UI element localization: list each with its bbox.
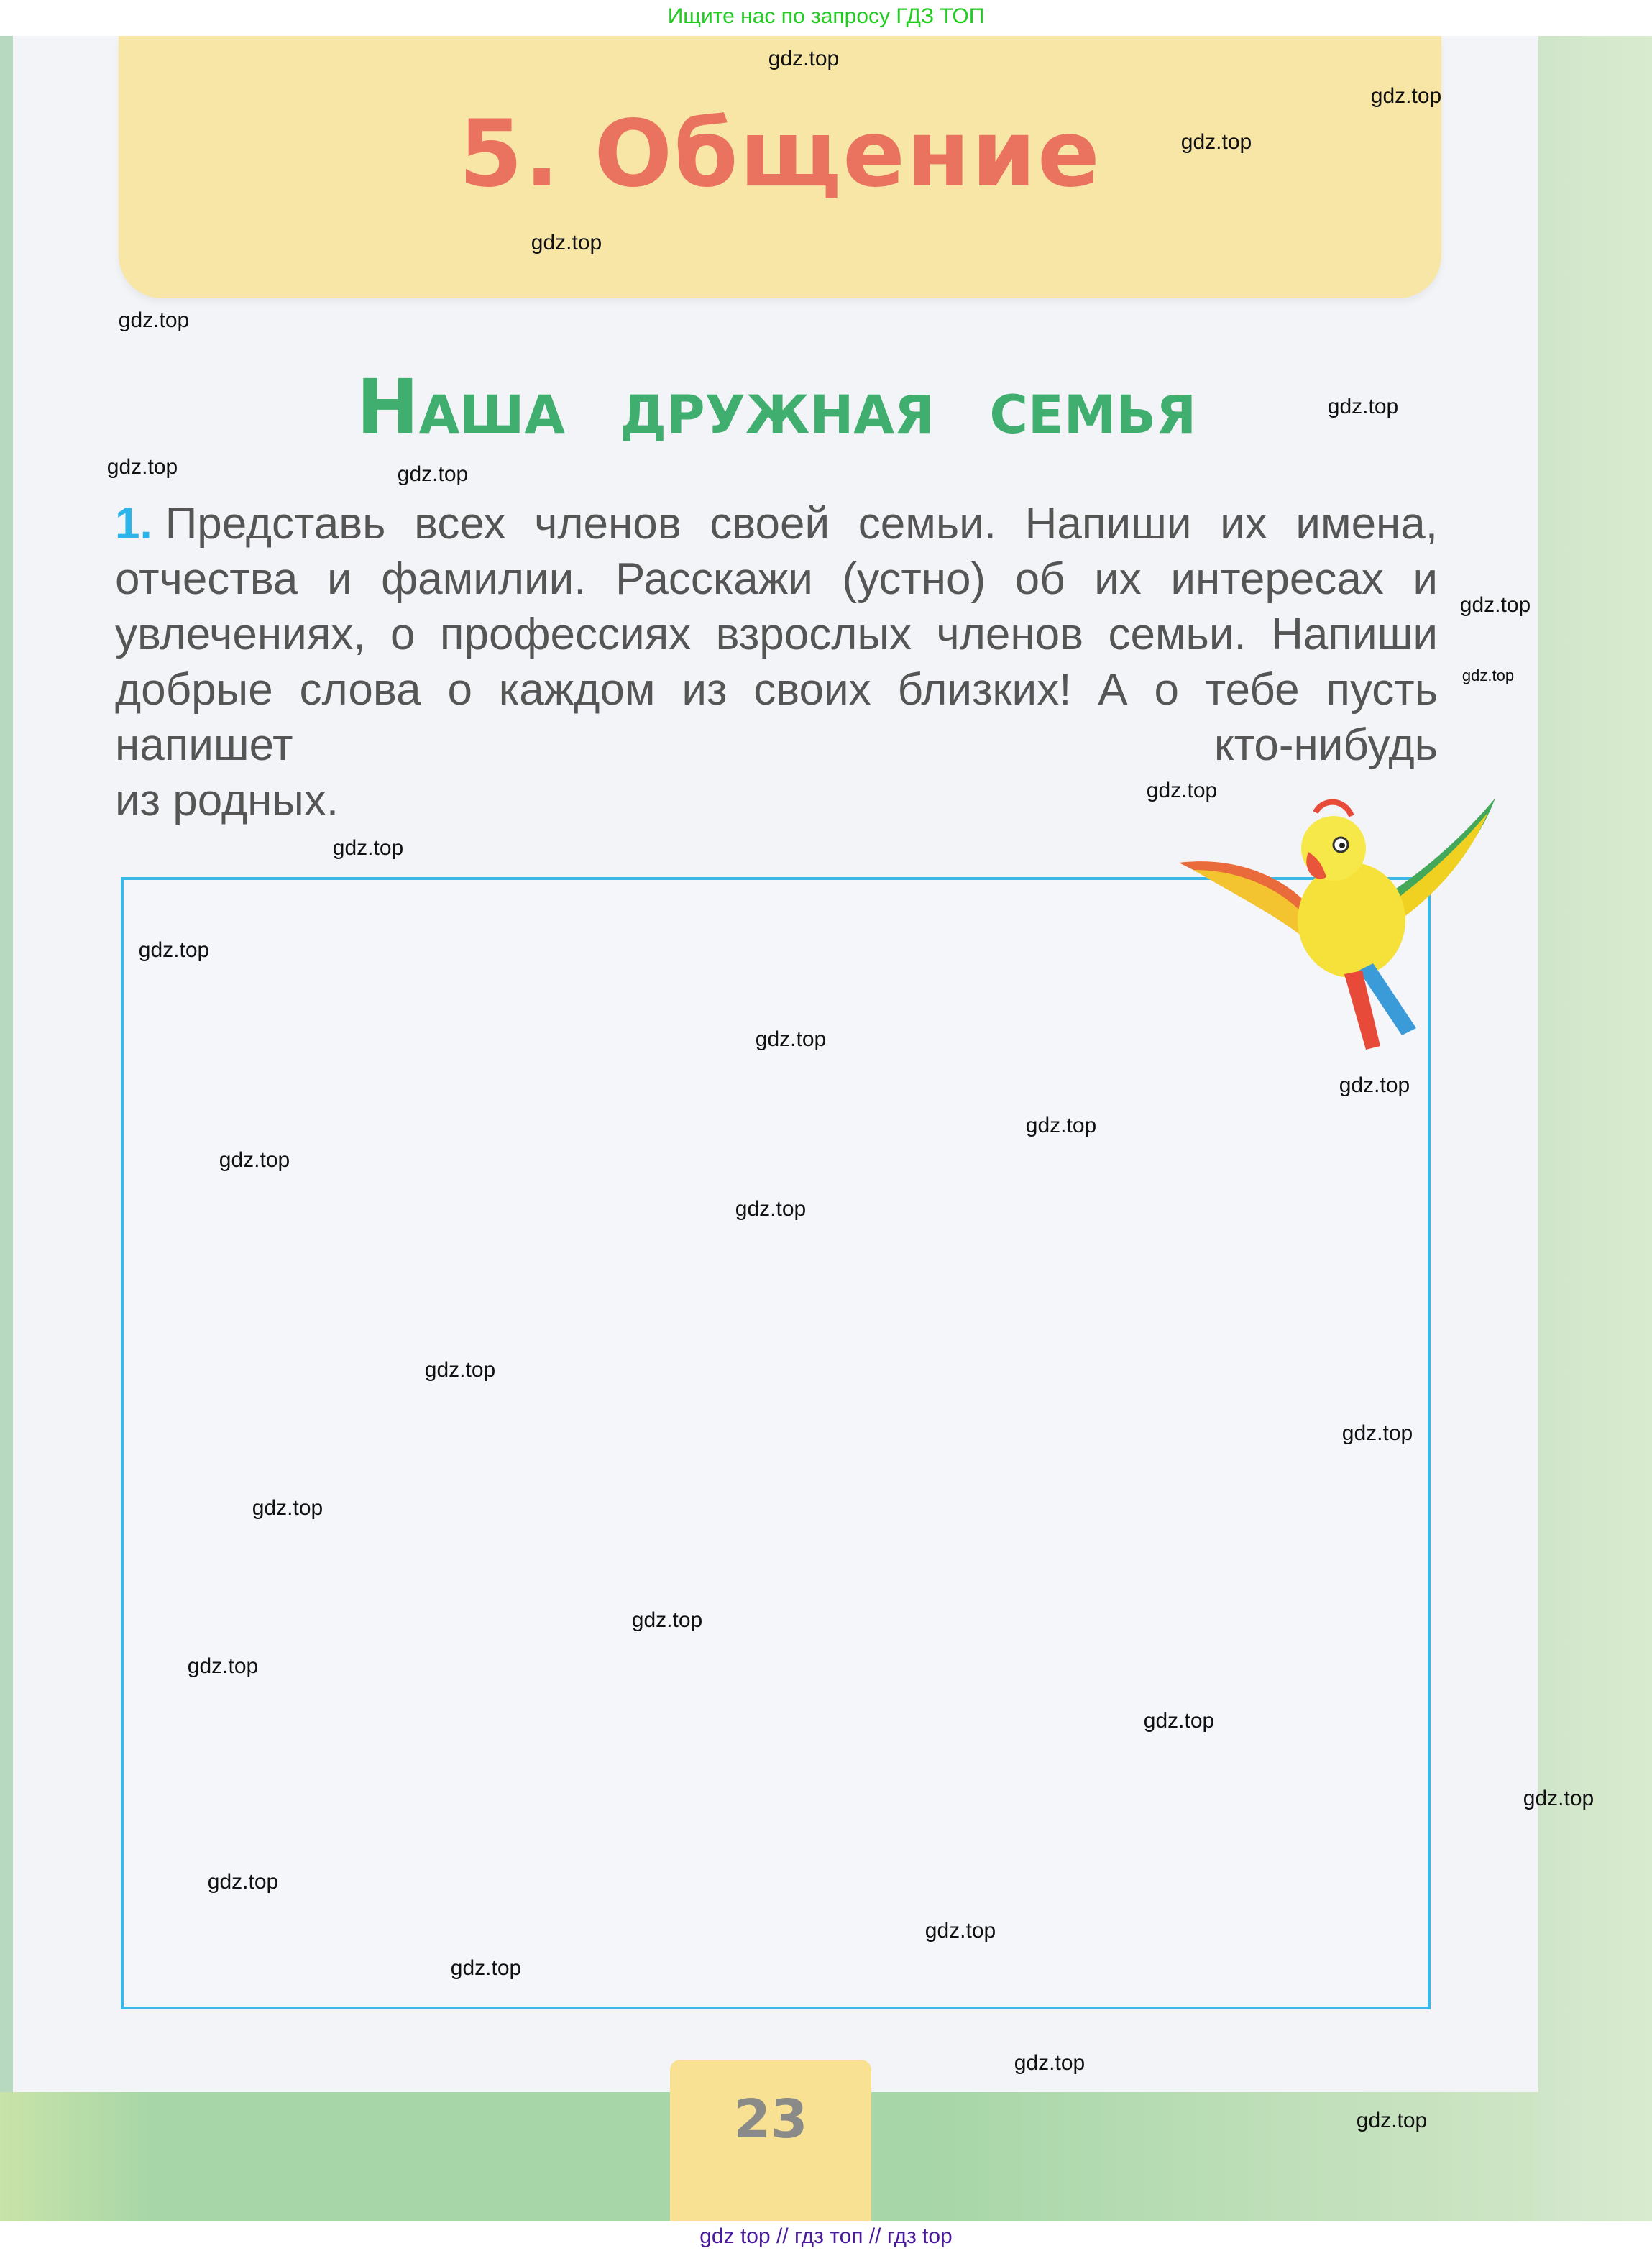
watermark: gdz.top	[332, 836, 404, 860]
watermark: gdz.top	[252, 1496, 323, 1520]
watermark: gdz.top	[397, 462, 469, 486]
top-banner-bar	[0, 0, 1652, 36]
watermark: gdz.top	[755, 1027, 827, 1051]
watermark: gdz.top	[768, 47, 840, 70]
watermark: gdz.top	[1143, 1709, 1215, 1733]
chapter-header	[119, 36, 1441, 298]
watermark: gdz.top	[1370, 84, 1442, 108]
watermark: gdz.top	[1339, 1073, 1410, 1097]
chapter-title: 5. Общение	[459, 101, 1101, 208]
page-number-tab	[670, 2060, 871, 2221]
watermark: gdz.top	[1327, 395, 1399, 418]
watermark: gdz.top	[631, 1608, 703, 1632]
watermark: gdz.top	[450, 1956, 522, 1980]
watermark: gdz.top	[207, 1870, 279, 1894]
top-banner: Ищите нас по запросу ГДЗ ТОП	[667, 4, 985, 28]
watermark: gdz.top	[1461, 666, 1515, 684]
page-number: 23	[733, 2088, 808, 2150]
watermark: gdz.top	[118, 308, 190, 332]
section-title: Наша дружная семья	[356, 363, 1197, 451]
watermark: gdz.top	[531, 231, 602, 255]
section-title-row	[0, 363, 1553, 451]
watermark: gdz.top	[735, 1197, 807, 1221]
parrot-illustration	[1179, 798, 1510, 1057]
watermark: gdz.top	[219, 1148, 290, 1172]
watermark: gdz.top	[106, 455, 178, 479]
next-page-edge	[1538, 36, 1652, 2221]
watermark: gdz.top	[187, 1654, 259, 1678]
watermark: gdz.top	[1459, 593, 1531, 617]
task-text	[115, 496, 1438, 828]
task-last-line: из родных.	[115, 776, 339, 825]
watermark: gdz.top	[424, 1358, 496, 1382]
page-number-row	[670, 2088, 871, 2150]
footer-links: gdz top // гдз топ // гдз top	[699, 2224, 953, 2248]
footer-bar	[0, 2221, 1652, 2256]
watermark: gdz.top	[1025, 1114, 1097, 1137]
watermark: gdz.top	[1146, 779, 1218, 802]
watermark: gdz.top	[1356, 2109, 1428, 2132]
watermark: gdz.top	[138, 938, 210, 962]
watermark: gdz.top	[1341, 1421, 1413, 1445]
watermark: gdz.top	[1180, 130, 1252, 154]
watermark: gdz.top	[1014, 2051, 1086, 2075]
watermark: gdz.top	[1523, 1787, 1594, 1810]
task-body: Представь всех членов своей семьи. Напиши их имена, отчества и фамилии. Расскажи (устно) об их интересах и увлечениях, о профессиях взрослых членов семьи. Напиши добрые слова о каждом из своих близких! А о тебе пусть напишет кто-нибудь	[115, 499, 1438, 770]
watermark: gdz.top	[924, 1919, 996, 1943]
task-number: 1.	[115, 499, 152, 549]
